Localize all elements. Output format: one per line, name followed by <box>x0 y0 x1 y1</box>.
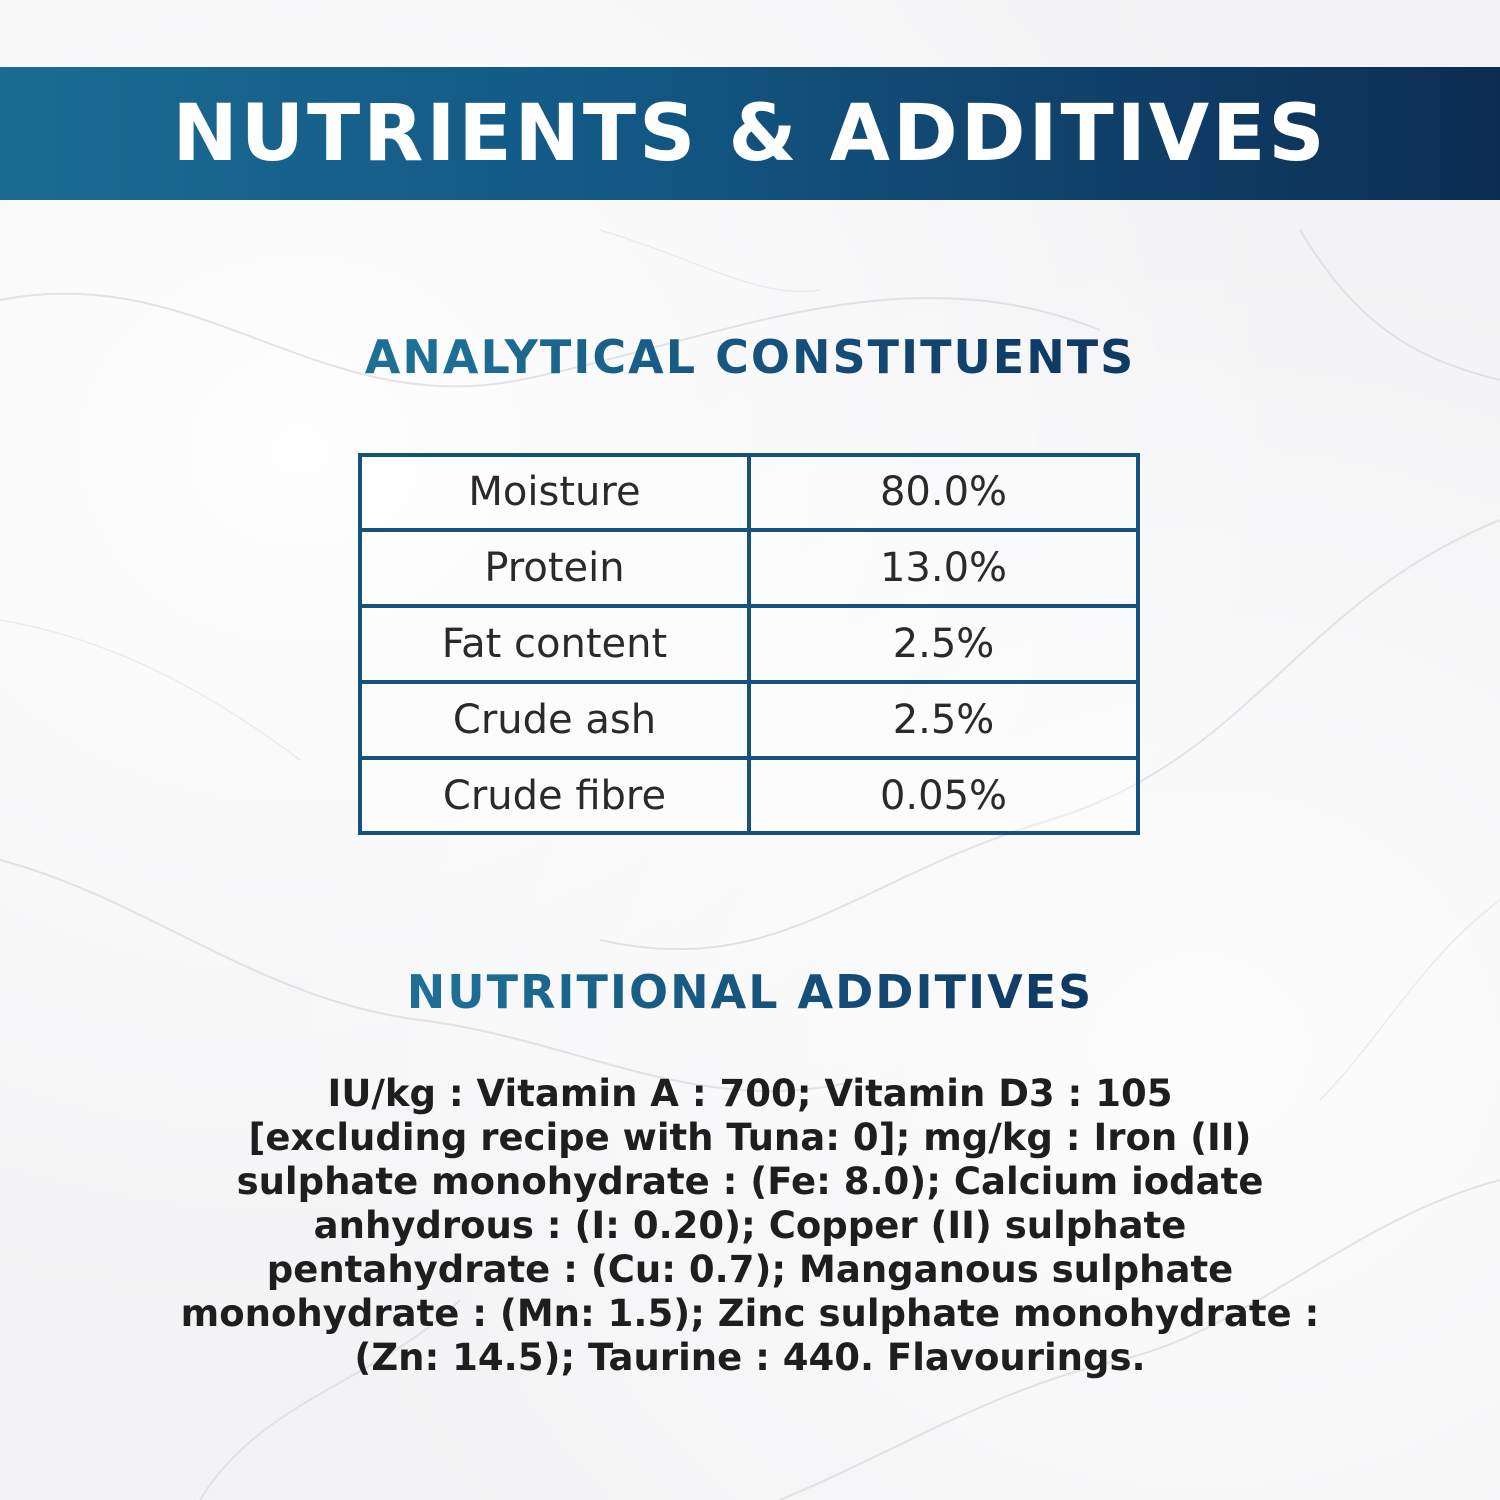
table-row <box>362 530 1136 606</box>
table-row <box>362 606 1136 682</box>
analytical-constituents-heading: ANALYTICAL CONSTITUENTS <box>0 330 1500 384</box>
additives-line: IU/kg : Vitamin A : 700; Vitamin D3 : 105 <box>327 1072 1173 1115</box>
nutritional-additives-heading: NUTRITIONAL ADDITIVES <box>0 965 1500 1019</box>
constituent-label: Moisture <box>362 457 749 530</box>
table-row <box>362 682 1136 758</box>
additives-line: (Zn: 14.5); Taurine : 440. Flavourings. <box>354 1336 1146 1379</box>
page-title: NUTRIENTS & ADDITIVES <box>172 88 1328 179</box>
additives-line: anhydrous : (I: 0.20); Copper (II) sulphate <box>313 1204 1187 1247</box>
constituent-value: 80.0% <box>749 457 1136 530</box>
constituent-value: 13.0% <box>749 530 1136 606</box>
additives-line: [excluding recipe with Tuna: 0]; mg/kg : Iron (II) <box>248 1116 1252 1159</box>
constituent-value: 0.05% <box>749 758 1136 831</box>
additives-line: monohydrate : (Mn: 1.5); Zinc sulphate monohydrate : <box>180 1292 1320 1335</box>
constituent-label: Crude fibre <box>362 758 749 831</box>
constituent-label: Protein <box>362 530 749 606</box>
additives-line: pentahydrate : (Cu: 0.7); Manganous sulphate <box>266 1248 1234 1291</box>
constituent-value: 2.5% <box>749 606 1136 682</box>
nutritional-additives-text <box>120 1072 1380 1380</box>
table-row <box>362 457 1136 530</box>
additives-line: sulphate monohydrate : (Fe: 8.0); Calcium iodate <box>236 1160 1264 1203</box>
analytical-constituents-table <box>358 453 1140 835</box>
header-banner <box>0 67 1500 200</box>
table-row <box>362 758 1136 831</box>
constituent-value: 2.5% <box>749 682 1136 758</box>
constituent-label: Crude ash <box>362 682 749 758</box>
constituent-label: Fat content <box>362 606 749 682</box>
